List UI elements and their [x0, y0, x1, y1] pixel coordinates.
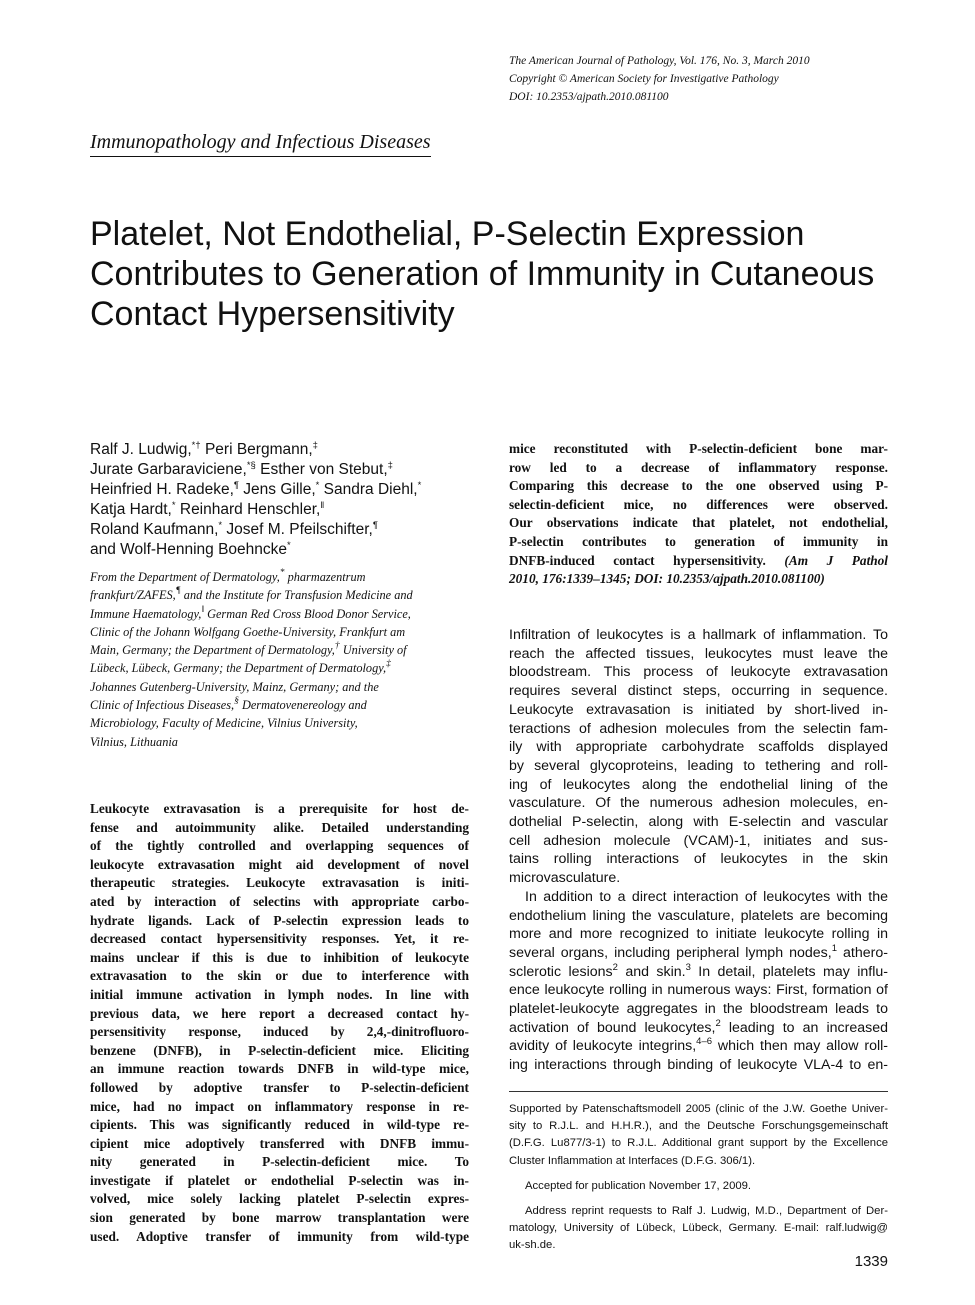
body-line: ence leukocyte rolling in numerous ways: First, formation of — [509, 982, 888, 999]
abstract-line: Comparing this decrease to the one observed using P- — [509, 478, 888, 494]
body-line: activation of bound leukocytes,$^2$ leading to an increased — [509, 1017, 888, 1036]
affiliation-line: frankfurt/ZAFES,¶ and the Institute for Transfusion Medicine and — [90, 586, 413, 603]
abstract-column-right — [509, 440, 888, 589]
author-list — [90, 440, 490, 560]
author-line: and Wolf-Henning Boehncke* — [90, 540, 291, 558]
body-line: Infiltration of leukocytes is a hallmark of inflammation. To — [509, 627, 888, 643]
abstract-line: volved, mice solely lacking platelet P-selectin expres- — [90, 1191, 469, 1207]
title-line: Contributes to Generation of Immunity in Cutaneous — [90, 255, 875, 293]
body-line: Leukocyte extravasation is initiated by short-lived in- — [509, 701, 888, 718]
abstract-line: mice reconstituted with P-selectin-deficient bone mar- — [509, 441, 888, 456]
body-line: endothelium lining the vasculature, platelets are becoming — [509, 907, 888, 924]
body-line: ing of leukocytes along the endothelial lining of the — [509, 776, 888, 793]
abstract-line: selectin-deficient mice, no differences were observed. — [509, 496, 888, 512]
body-line: In addition to a direct interaction of leukocytes with the — [525, 888, 888, 905]
citation-inline: (Am J Pathol — [784, 552, 889, 568]
abstract-line: mains unclear if this is due to inhibition of leukocyte — [90, 949, 469, 965]
body-line: cell adhesion molecule (VCAM)-1, initiates and sus- — [509, 832, 888, 849]
body-line: vasculature. Of the numerous adhesion molecules, en- — [509, 795, 888, 812]
abstract-line: row led to a decrease of inflammatory response. — [509, 459, 888, 475]
footnote-divider — [509, 1091, 888, 1092]
abstract-line: used. Adoptive transfer of immunity from wild-type — [90, 1228, 469, 1244]
body-line: avidity of leukocyte integrins,$^{4-6}$ which then may allow roll- — [509, 1036, 888, 1055]
journal-citation: The American Journal of Pathology, Vol. 176, No. 3, March 2010 — [509, 55, 810, 67]
footnote-line: Address reprint requests to Ralf J. Ludwig, M.D., Department of Der- — [525, 1205, 888, 1218]
author-line: Ralf J. Ludwig,*† Peri Bergmann,‡ — [90, 440, 318, 458]
journal-copyright: Copyright © American Society for Investigative Pathology — [509, 73, 779, 85]
journal-header — [509, 52, 929, 106]
affiliation-line: Main, Germany; the Department of Dermatology,† University of — [90, 641, 407, 658]
body-line: bloodstream. This process of leukocyte extravasation — [509, 664, 888, 681]
abstract-line: previous data, we here report a decreased contact hy- — [90, 1005, 469, 1021]
abstract-column-left — [90, 800, 469, 1246]
abstract-line: of the tightly controlled and overlapping sequences of — [90, 838, 469, 854]
affiliations — [90, 568, 470, 751]
abstract-line: decreased contact hypersensitivity responses. Yet, it re- — [90, 931, 469, 947]
abstract-line: fense and autoimmunity alike. Detailed understanding — [90, 819, 469, 835]
body-line: sclerotic lesions$^2$ and skin.$^3$ In detail, platelets may influ- — [509, 961, 889, 980]
body-line: by several glycoproteins, leading to tethering and roll- — [509, 757, 888, 774]
abstract-line: nity generated in P-selectin-deficient mice. To — [90, 1154, 469, 1170]
abstract-line: initial immune activation in lymph nodes. In line with — [90, 986, 469, 1002]
body-line: microvasculature. — [509, 870, 621, 887]
abstract-line: extravasation to the skin or due to interference with — [90, 968, 469, 984]
affiliation-line: Clinic of the Johann Wolfgang Goethe-University, Frankfurt am — [90, 624, 406, 639]
abstract-line: followed by adoptive transfer to P-selectin-deficient — [90, 1079, 469, 1095]
section-heading: Immunopathology and Infectious Diseases — [90, 131, 431, 157]
footnotes — [509, 1101, 888, 1255]
affiliation-line: Lübeck, Lübeck, Germany; the Department of Dermatology,‡ — [90, 659, 391, 676]
accepted-date: Accepted for publication November 17, 2009. — [525, 1179, 752, 1192]
abstract-line: Leukocyte extravasation is a prerequisite for host de- — [90, 801, 469, 816]
abstract-line: DNFB-induced contact hypersensitivity. (Am J Pathol — [509, 552, 889, 568]
title-line: Contact Hypersensitivity — [90, 295, 455, 333]
footnote-line: matology, University of Lübeck, Lübeck, Germany. E-mail: ralf.ludwig@ — [509, 1222, 888, 1235]
body-line: tains rolling interactions of leukocytes in the skin — [509, 851, 888, 868]
footnote-line: Supported by Patenschaftsmodell 2005 (clinic of the J.W. Goethe Univer- — [509, 1103, 888, 1115]
footnote-line: (D.F.G. Lu877/3-1) to R.J.L. Additional grant support by the Excellence — [509, 1137, 888, 1150]
body-text — [509, 626, 888, 1075]
body-line: platelet-leukocyte aggregates in the bloodstream leads to — [509, 1001, 888, 1018]
body-line: reach the affected tissues, leukocytes must leave the — [509, 645, 888, 662]
abstract-line: benzene (DNFB), in P-selectin-deficient mice. Eliciting — [90, 1042, 469, 1058]
abstract-line: P-selectin contributes to generation of immunity in — [509, 533, 888, 549]
abstract-line: leukocyte extravasation might aid development of novel — [90, 856, 469, 872]
footnote-line: sity to R.J.L. and H.H.R.), and the Deutsche Forschungsgemeinschaft — [509, 1120, 888, 1133]
body-line: teractions of adhesion molecules from the selectin fam- — [509, 720, 888, 737]
author-line: Jurate Garbaraviciene,*§ Esther von Stebut,‡ — [90, 460, 393, 478]
article-title — [90, 214, 910, 334]
body-line: more and more recognized to initiate leukocyte rolling in — [509, 926, 888, 943]
body-line: several organs, including peripheral lymph nodes,$^1$ athero- — [509, 942, 888, 961]
abstract-line: sion generated by bone marrow transplantation were — [90, 1210, 469, 1226]
abstract-line: Our observations indicate that platelet, not endothelial, — [509, 515, 888, 531]
abstract-line: an immune reaction towards DNFB in wild-type mice, — [90, 1061, 469, 1077]
abstract-line: hydrate ligands. Lack of P-selectin expression leads to — [90, 912, 469, 928]
author-line: Heinfried H. Radeke,¶ Jens Gille,* Sandra Diehl,* — [90, 480, 422, 498]
abstract-line: therapeutic strategies. Leukocyte extravasation is initi- — [90, 875, 469, 891]
author-line: Roland Kaufmann,* Josef M. Pfeilschifter,¶ — [90, 520, 378, 538]
abstract-line: cipient mice adoptively transferred with DNFB immu- — [90, 1135, 469, 1151]
title-line: Platelet, Not Endothelial, P-Selectin Expression — [90, 215, 805, 253]
abstract-line: ated by interaction of selectins with appropriate carbo- — [90, 893, 469, 909]
abstract-line: investigate if platelet or endothelial P-selectin was in- — [90, 1172, 469, 1188]
body-line: ing interactions through binding of leukocyte VLA-4 to en- — [509, 1057, 888, 1074]
body-line: requires several distinct steps, occurring in sequence. — [509, 683, 888, 700]
affiliation-line: From the Department of Dermatology,* pharmazentrum — [90, 568, 366, 584]
affiliation-line: Microbiology, Faculty of Medicine, Vilnius University, — [90, 716, 358, 731]
abstract-line: persensitivity response, induced by 2,4,-dinitrofluoro- — [90, 1024, 469, 1040]
body-line: dothelial P-selectin, along with E-selectin and vascular — [509, 814, 888, 831]
affiliation-line: Johannes Gutenberg-University, Mainz, Germany; and the — [90, 679, 379, 694]
body-line: ily with appropriate carbohydrate scaffolds displayed — [509, 739, 888, 756]
citation-inline: 2010, 176:1339–1345; DOI: 10.2353/ajpath.2010.081100) — [509, 571, 825, 587]
affiliation-line: Vilnius, Lithuania — [90, 734, 178, 749]
abstract-line: cipients. This was significantly reduced in wild-type re- — [90, 1117, 469, 1133]
affiliation-line: Immune Haematology,‖ German Red Cross Blood Donor Service, — [90, 604, 411, 621]
page-number: 1339 — [854, 1253, 888, 1270]
footnote-line: uk-sh.de. — [509, 1239, 556, 1252]
footnote-line: Cluster Inflammation at Interfaces (D.F.G. 306/1). — [509, 1154, 756, 1167]
abstract-line: mice, had no impact on inflammatory response in re- — [90, 1098, 469, 1114]
affiliation-line: Clinic of Infectious Diseases,§ Dermatovenereology and — [90, 696, 367, 713]
author-line: Katja Hardt,* Reinhard Henschler,‖ — [90, 500, 325, 518]
journal-doi: DOI: 10.2353/ajpath.2010.081100 — [509, 91, 669, 103]
